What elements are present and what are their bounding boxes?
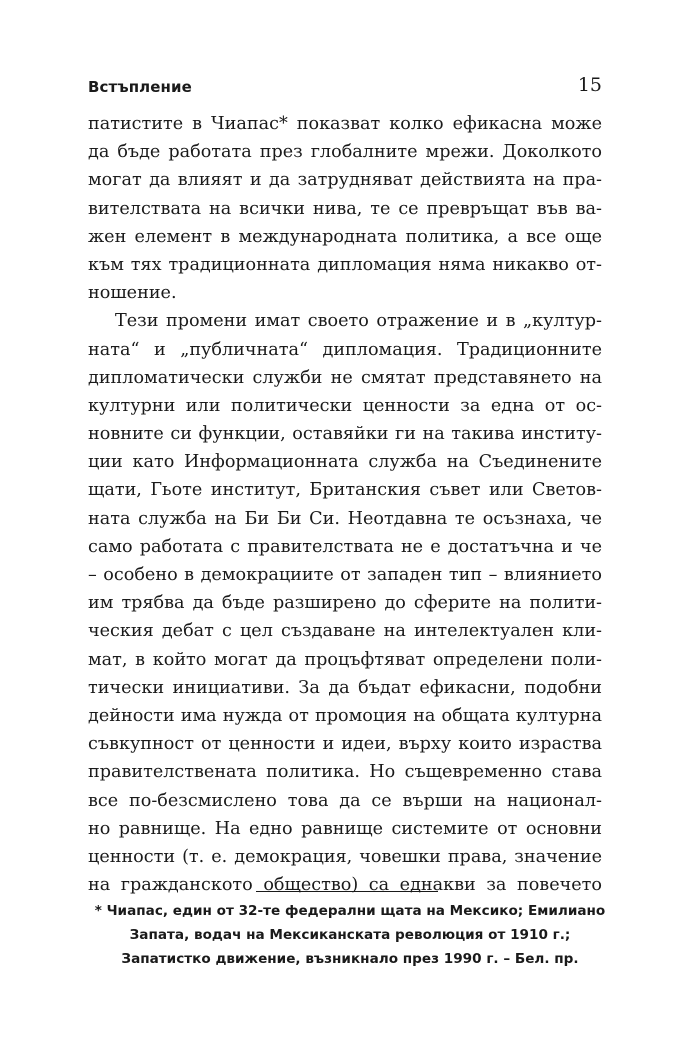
text-line: щати, Гьоте институт, Британския съвет или Светов- <box>88 480 602 501</box>
text-line: да бъде работата през глобалните мрежи. Доколкото <box>88 142 602 163</box>
text-line: съвкупност от ценности и идеи, върху които израства <box>88 734 602 755</box>
footnote-divider <box>256 891 438 892</box>
text-line: правителствената политика. Но същевременно става <box>88 762 602 783</box>
text-line: все по-безсмислено това да се върши на национал- <box>88 790 602 811</box>
text-line: ната служба на Би Би Си. Неотдавна те осъзнаха, че <box>88 508 602 529</box>
text-line: дипломатически служби не смятат представянето на <box>88 367 602 388</box>
text-line: на гражданското общество) са еднакви за повечето <box>88 875 602 896</box>
text-line: ческия дебат с цел създаване на интелектуален кли- <box>88 621 602 642</box>
text-line: дейности има нужда от промоция на общата културна <box>88 705 602 726</box>
running-head <box>88 72 602 102</box>
footnote <box>60 899 640 971</box>
paragraph-first-line: Тези промени имат своето отражение и в „култур- <box>115 311 602 332</box>
text-line: само работата с правителствата не е достатъчна и че <box>88 536 602 557</box>
text-line: вителствата на всички нива, те се превръщат във ва- <box>88 198 602 219</box>
footnote-line: Запата, водач на Мексиканската революция от 1910 г.; <box>129 927 571 943</box>
text-line: могат да влияят и да затрудняват действията на пра- <box>88 170 602 191</box>
text-line: новните си функции, оставяйки ги на такива институ- <box>88 424 602 445</box>
text-line: тически инициативи. За да бъдат ефикасни, подобни <box>88 677 602 698</box>
text-line: – особено в демокрациите от западен тип – влиянието <box>88 565 602 585</box>
text-line: жен елемент в международната политика, а все още <box>88 226 602 247</box>
footnote-line: * Чиапас, един от 32-те федерални щата на Мексико; Емилиано <box>94 903 606 919</box>
footnote-line: Запатистко движение, възникнало през 1990 г. – Бел. пр. <box>121 951 579 967</box>
text-line: към тях традиционната дипломация няма никакво от- <box>88 254 602 275</box>
text-line: патистите в Чиапас* показват колко ефикасна може <box>88 114 602 134</box>
text-line: културни или политически ценности за една от ос- <box>88 395 602 416</box>
text-line: мат, в който могат да процъфтяват определени поли- <box>88 649 602 670</box>
text-line: ции като Информационната служба на Съединените <box>88 452 602 473</box>
text-line: ношение. <box>88 283 177 304</box>
text-line: но равнище. На едно равнище системите от основни <box>88 818 602 839</box>
section-title: Встъпление <box>88 78 192 96</box>
page-number: 15 <box>577 74 602 96</box>
text-line: ната“ и „публичната“ дипломация. Традиционните <box>88 339 602 360</box>
text-line: ценности (т. е. демокрация, човешки права, значение <box>88 846 602 867</box>
body-text <box>88 110 602 899</box>
text-line: им трябва да бъде разширено до сферите на полити- <box>88 593 602 614</box>
